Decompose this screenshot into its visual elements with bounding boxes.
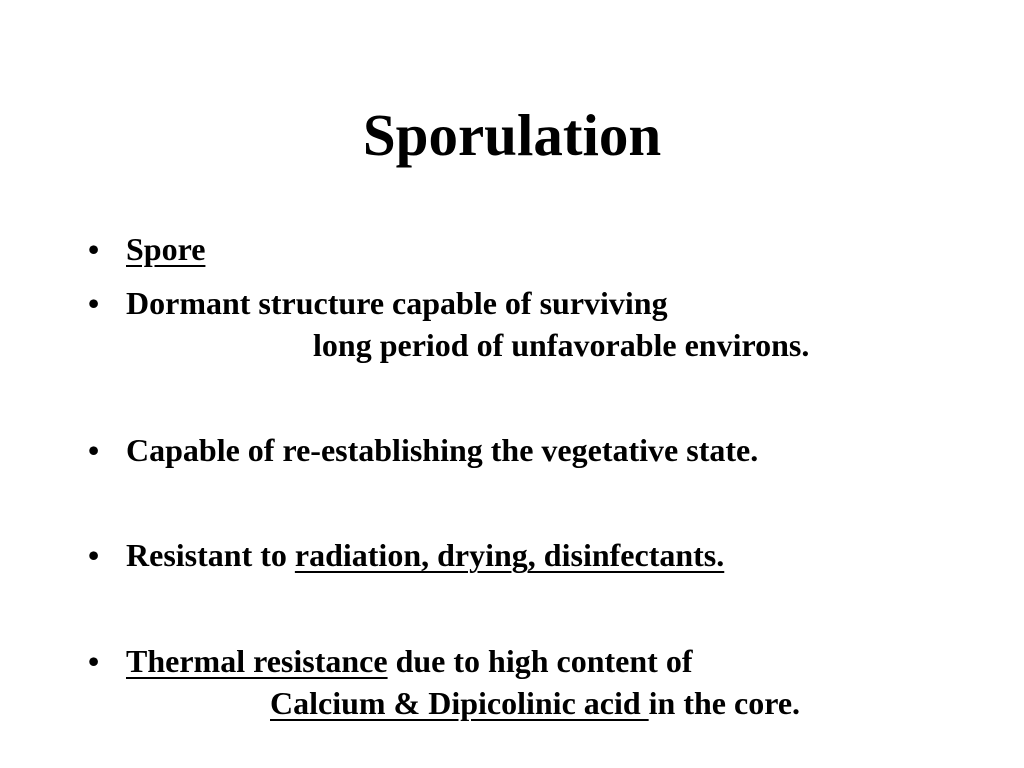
bullet-marker: • (88, 643, 100, 679)
bullet-continuation (270, 682, 800, 724)
bullet-marker: • (88, 231, 100, 267)
bullet-marker: • (88, 285, 100, 321)
bullet-continuation-rest: in the core. (648, 685, 801, 721)
bullet-text (126, 640, 692, 682)
bullet-text (126, 534, 724, 576)
slide-title: Sporulation (362, 102, 662, 168)
bullet-continuation-underlined: Calcium & Dipicolinic acid (270, 685, 649, 721)
bullet-text: Spore (126, 231, 206, 267)
bullet-text: Capable of re-establishing the vegetative state. (126, 432, 759, 468)
bullet-marker: • (88, 432, 100, 468)
bullet-text-prefix: Resistant to (126, 537, 295, 573)
bullet-text-underlined: Thermal resistance (126, 643, 388, 679)
bullet-text: Dormant structure capable of surviving (126, 285, 668, 321)
bullet-text-rest: due to high content of (387, 643, 693, 679)
bullet-marker: • (88, 537, 100, 573)
bullet-continuation: long period of unfavorable environs. (313, 327, 810, 363)
bullet-text-underlined: radiation, drying, disinfectants. (294, 537, 725, 573)
